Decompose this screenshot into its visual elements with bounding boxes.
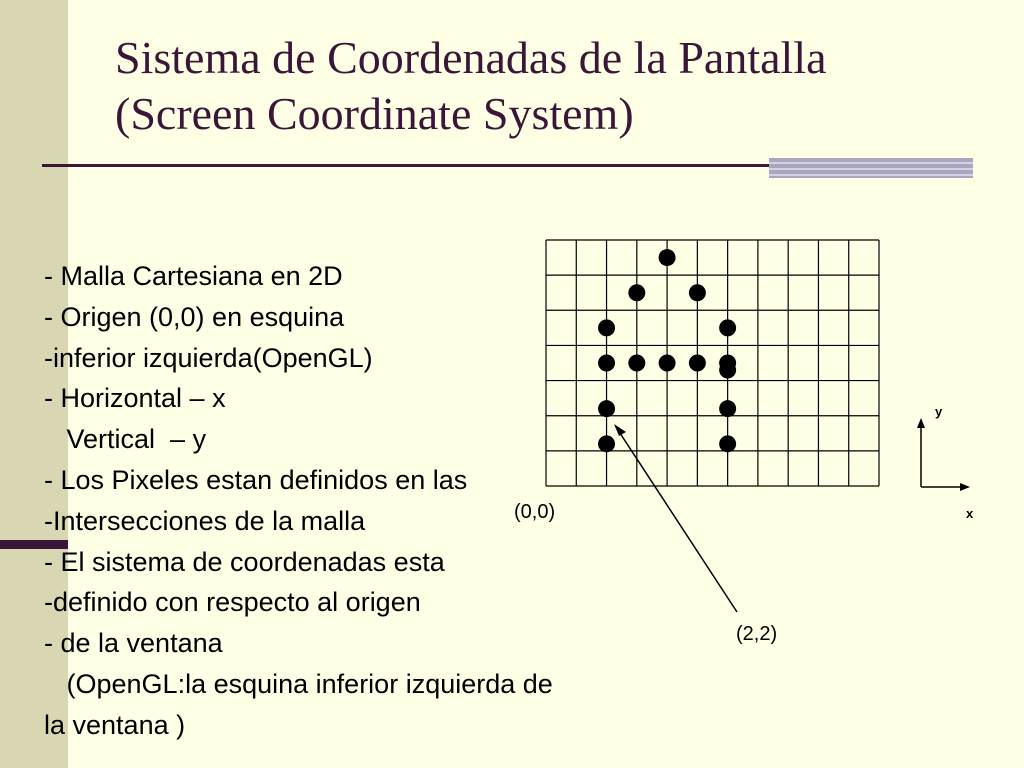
pixel-dot: [689, 355, 706, 372]
title-line-2: (Screen Coordinate System): [115, 88, 634, 139]
pixel-dot: [719, 435, 736, 452]
body-line: - Origen (0,0) en esquina: [44, 301, 345, 332]
pointer-arrowhead: [614, 424, 626, 436]
body-line: (OpenGL:la esquina inferior izquierda de: [44, 668, 553, 699]
pixel-dot: [689, 284, 706, 301]
pixel-dot: [628, 355, 645, 372]
title-line-1: Sistema de Coordenadas de la Pantalla: [115, 32, 827, 83]
x-axis-arrowhead: [960, 483, 970, 491]
pixel-dot: [719, 400, 736, 417]
pixel-dot: [659, 355, 676, 372]
pixel-grid: [546, 240, 879, 486]
pixel-dot: [598, 355, 615, 372]
body-line: -Intersecciones de la malla: [44, 505, 366, 536]
pixel-dot: [598, 319, 615, 336]
pointer-line: [616, 427, 737, 612]
body-line: -inferior izquierda(OpenGL): [44, 342, 373, 373]
body-line: la ventana ): [44, 709, 186, 740]
body-line: - El sistema de coordenadas esta: [44, 546, 445, 577]
pixel-dot: [719, 362, 736, 379]
point-label: (2,2): [736, 623, 778, 645]
y-axis-arrowhead: [917, 418, 925, 428]
pixel-dot: [598, 435, 615, 452]
pixel-dot: [598, 400, 615, 417]
y-axis-label: y: [935, 404, 943, 419]
body-line: Vertical – y: [44, 424, 207, 455]
origin-label: (0,0): [514, 501, 556, 523]
pixel-dot: [659, 249, 676, 266]
body-line: - Horizontal – x: [44, 383, 226, 414]
body-line: - Malla Cartesiana en 2D: [44, 261, 343, 291]
pixel-dot: [628, 284, 645, 301]
pixel-dot: [719, 319, 736, 336]
body-line: - Los Pixeles estan definidos en las: [44, 464, 468, 495]
x-axis-label: x: [966, 506, 974, 521]
body-line: -definido con respecto al origen: [44, 587, 421, 618]
body-line: - de la ventana: [44, 628, 223, 659]
